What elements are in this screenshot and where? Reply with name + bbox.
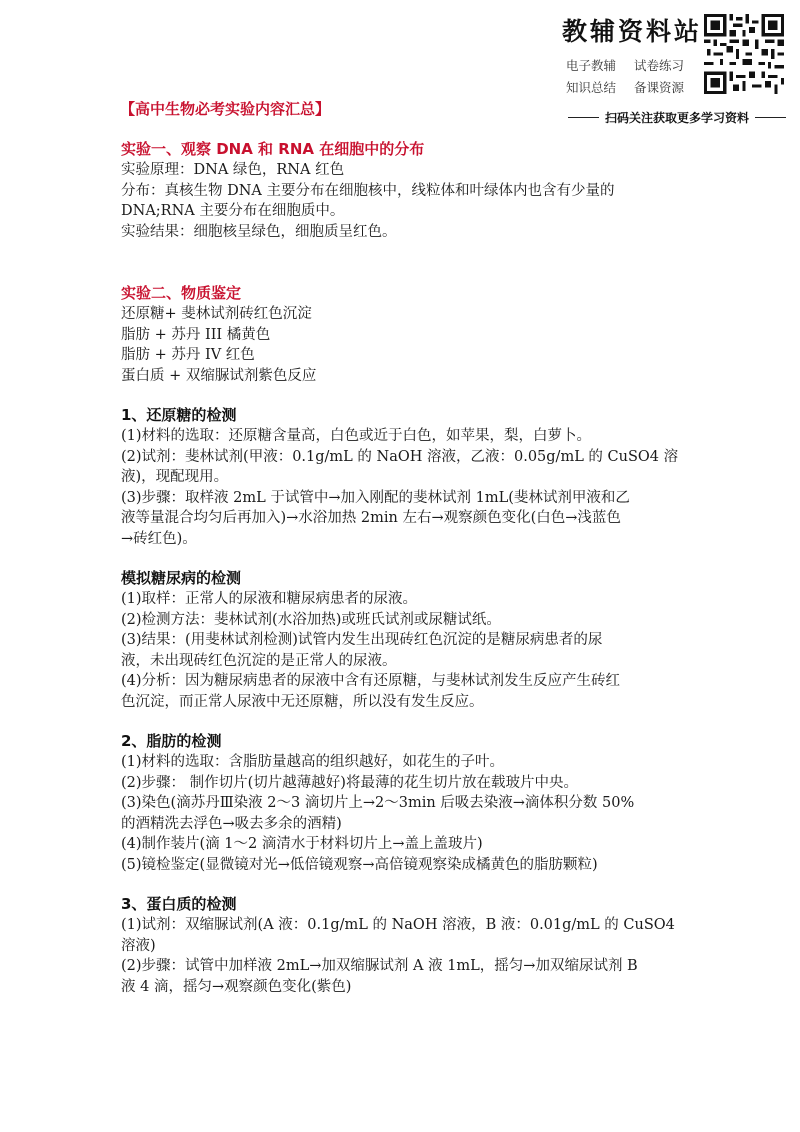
- divider: [755, 117, 786, 118]
- sugar-line: 液等量混合均匀后再加入)→水浴加热 2min 左右→观察颜色变化(白色→浅蓝色: [121, 510, 621, 526]
- diabetes-heading: 模拟糖尿病的检测: [121, 569, 242, 587]
- sugar-line: (2)试剂：斐林试剂(甲液：0.1g/mL 的 NaOH 溶液，乙液：0.05g/mL 的 CuSO4 溶: [121, 448, 679, 465]
- divider: [568, 117, 599, 118]
- fat-line: (5)镜检鉴定(显微镜对光→低倍镜观察→高倍镜观察染成橘黄色的脂肪颗粒): [121, 856, 598, 873]
- fat-heading: 2、脂肪的检测: [121, 732, 222, 750]
- sugar-line: 液)，现配现用。: [121, 469, 229, 485]
- diabetes-line: 色沉淀，而正常人尿液中无还原糖，所以没有发生反应。: [121, 693, 484, 710]
- fat-line: (4)制作装片(滴 1～2 滴清水于材料切片上→盖上盖玻片): [121, 836, 483, 852]
- tag-exercises: 试卷练习: [634, 58, 685, 73]
- fat-line: (1)材料的选取：含脂肪量越高的组织越好，如花生的子叶。: [121, 754, 505, 770]
- protein-line: 液 4 滴，摇匀→观察颜色变化(紫色): [121, 978, 352, 995]
- exp2-line: 还原糖+ 斐林试剂砖红色沉淀: [121, 306, 312, 322]
- sugar-heading: 1、还原糖的检测: [121, 406, 237, 424]
- scan-text: 扫码关注获取更多学习资料: [605, 111, 750, 125]
- document-body: [121, 138, 681, 997]
- diabetes-line: (1)取样：正常人的尿液和糖尿病患者的尿液。: [121, 591, 418, 607]
- exp1-line: 实验结果：细胞核呈绿色，细胞质呈红色。: [121, 223, 397, 240]
- brand-tags: [566, 56, 696, 96]
- exp2-line: 脂肪 + 苏丹 IV 红色: [121, 347, 255, 363]
- brand-title: 教辅资料站: [562, 17, 703, 46]
- fat-line: (3)染色(滴苏丹Ⅲ染液 2～3 滴切片上→2～3min 后吸去染液→滴体积分数 50%: [121, 795, 635, 811]
- sugar-line: (3)步骤：取样液 2mL 于试管中→加入刚配的斐林试剂 1mL(斐林试剂甲液和乙: [121, 489, 630, 506]
- tag-knowledge: 知识总结: [566, 80, 617, 95]
- exp1-line: DNA;RNA 主要分布在细胞质中。: [121, 203, 345, 219]
- sugar-line: (1)材料的选取：还原糖含量高，白色或近于白色，如苹果，梨，白萝卜。: [121, 428, 592, 444]
- diabetes-line: (3)结果：(用斐林试剂检测)试管内发生出现砖红色沉淀的是糖尿病患者的尿: [121, 632, 603, 648]
- fat-line: 的酒精洗去浮色→吸去多余的酒精): [121, 815, 342, 832]
- tag-ebook: 电子教辅: [566, 58, 617, 73]
- fat-line: (2)步骤： 制作切片(切片越薄越好)将最薄的花生切片放在载玻片中央。: [121, 774, 578, 791]
- exp1-line: 分布：真核生物 DNA 主要分布在细胞核中，线粒体和叶绿体内也含有少量的: [121, 182, 615, 199]
- diabetes-line: (2)检测方法：斐林试剂(水浴加热)或班氏试剂或尿糖试纸。: [121, 611, 501, 628]
- protein-heading: 3、蛋白质的检测: [121, 895, 237, 913]
- exp2-heading: 实验二、物质鉴定: [121, 284, 242, 302]
- protein-line: (2)步骤：试管中加样液 2mL→加双缩脲试剂 A 液 1mL，摇匀→加双缩尿试剂 B: [121, 958, 638, 974]
- exp1-line: 实验原理：DNA 绿色，RNA 红色: [121, 162, 345, 178]
- sugar-line: →砖红色)。: [121, 530, 197, 547]
- diabetes-line: (4)分析：因为糖尿病患者的尿液中含有还原糖，与斐林试剂发生反应产生砖红: [121, 673, 621, 689]
- exp2-line: 蛋白质 + 双缩脲试剂紫色反应: [121, 367, 317, 384]
- exp2-line: 脂肪 + 苏丹 III 橘黄色: [121, 326, 271, 343]
- tag-teaching: 备课资源: [634, 80, 685, 95]
- qr-code-icon[interactable]: [704, 14, 784, 94]
- scan-caption: [568, 109, 786, 126]
- protein-line: 溶液): [121, 937, 156, 954]
- diabetes-line: 液，未出现砖红色沉淀的是正常人的尿液。: [121, 652, 397, 669]
- exp1-heading: 实验一、观察 DNA 和 RNA 在细胞中的分布: [121, 140, 425, 158]
- protein-line: (1)试剂：双缩脲试剂(A 液：0.1g/mL 的 NaOH 溶液，B 液：0.01g/mL 的 CuSO4: [121, 917, 675, 933]
- document-title: 【高中生物必考实验内容汇总】: [120, 100, 331, 118]
